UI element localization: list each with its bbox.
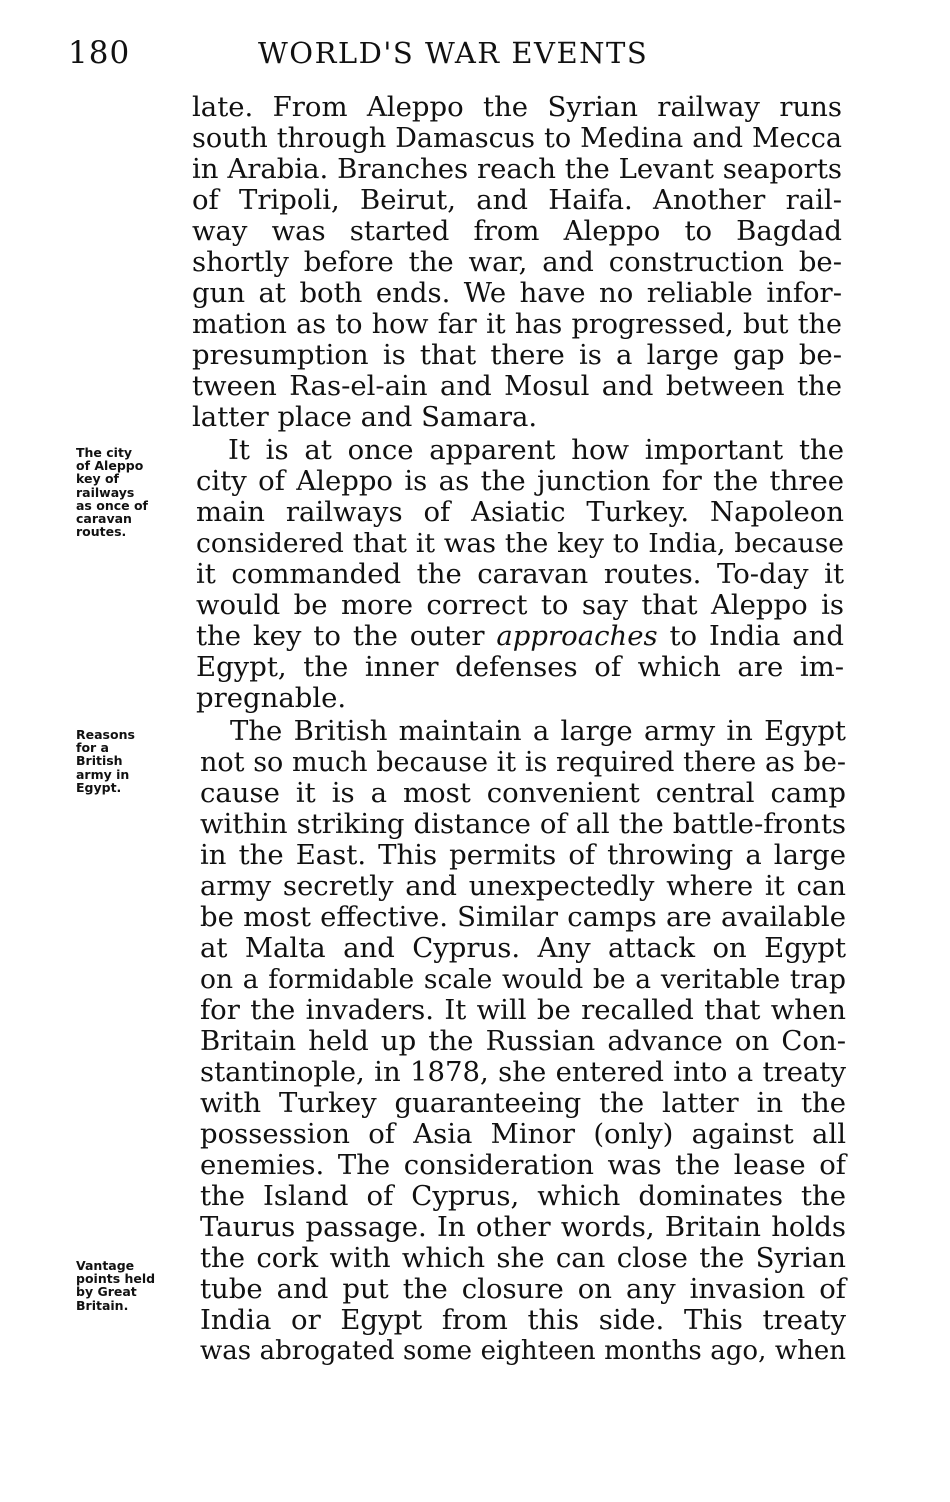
text-line: was abrogated some eighteen months ago, when bbox=[200, 1336, 846, 1366]
text-line: India or Egypt from this side. This treaty bbox=[200, 1304, 846, 1336]
margin-note-line: British bbox=[76, 753, 123, 769]
text-line: in Arabia. Branches reach the Levant seaports bbox=[192, 153, 842, 185]
margin-note-line: railways bbox=[76, 484, 135, 500]
text-line: way was started from Aleppo to Bagdad bbox=[192, 215, 842, 247]
text-line: in the East. This permits of throwing a large bbox=[200, 839, 846, 871]
text-line: it commanded the caravan routes. To-day it bbox=[196, 558, 844, 590]
text-line: mation as to how far it has progressed, but the bbox=[192, 309, 842, 340]
text-line: of Tripoli, Beirut, and Haifa. Another rail- bbox=[192, 184, 842, 216]
text-line: pregnable. bbox=[196, 682, 347, 714]
margin-note-line: army in bbox=[76, 766, 130, 782]
text-line: tween Ras-el-ain and Mosul and between the bbox=[192, 370, 842, 402]
margin-note-line: The city bbox=[76, 445, 133, 460]
text-line: Egypt, the inner defenses of which are im- bbox=[196, 651, 844, 683]
margin-note-line: key of bbox=[76, 471, 119, 487]
text-line: south through Damascus to Medina and Mecca bbox=[192, 123, 842, 154]
margin-note-line: caravan bbox=[76, 511, 132, 527]
text-line: possession of Asia Minor (only) against all bbox=[200, 1118, 846, 1150]
margin-note-line: as once of bbox=[76, 497, 148, 513]
text-line: city of Aleppo is as the junction for the three bbox=[196, 465, 844, 497]
margin-note-line: routes. bbox=[76, 524, 127, 540]
text-line: The British maintain a large army in Egypt bbox=[230, 715, 846, 747]
margin-note-vantage bbox=[76, 1259, 155, 1312]
text-line: presumption is that there is a large gap be- bbox=[192, 339, 842, 371]
text-line: main railways of Asiatic Turkey. Napoleon bbox=[196, 496, 844, 528]
text-line: army secretly and unexpectedly where it can bbox=[200, 870, 846, 902]
text-line: cause it is a most convenient central camp bbox=[200, 777, 846, 809]
text-line: with Turkey guaranteeing the latter in the bbox=[200, 1087, 846, 1119]
text-line: at Malta and Cyprus. Any attack on Egypt bbox=[200, 932, 846, 964]
page-number: 180 bbox=[68, 35, 131, 71]
text-line: the cork with which she can close the Syrian bbox=[200, 1242, 846, 1274]
text-line bbox=[196, 621, 844, 652]
text-line: the Island of Cyprus, which dominates the bbox=[200, 1180, 846, 1212]
margin-note-aleppo bbox=[76, 446, 148, 538]
text-line: Britain held up the Russian advance on Con- bbox=[200, 1025, 846, 1057]
text-line: latter place and Samara. bbox=[192, 401, 538, 433]
running-head: WORLD'S WAR EVENTS bbox=[258, 36, 649, 70]
text-segment: the key to the outer bbox=[196, 620, 497, 652]
text-line: gun at both ends. We have no reliable infor- bbox=[192, 277, 842, 309]
text-line: would be more correct to say that Aleppo is bbox=[196, 589, 844, 621]
margin-note-line: points held bbox=[76, 1271, 156, 1287]
text-line: stantinople, in 1878, she entered into a treaty bbox=[200, 1056, 846, 1088]
text-line: not so much because it is required there as be- bbox=[200, 747, 846, 778]
text-line: Taurus passage. In other words, Britain holds bbox=[200, 1211, 846, 1243]
text-line: It is at once apparent how important the bbox=[228, 434, 844, 466]
margin-note-line: Egypt. bbox=[76, 779, 122, 795]
margin-note-line: for a bbox=[76, 740, 109, 756]
margin-note-line: Reasons bbox=[76, 727, 135, 742]
text-line: shortly before the war, and construction be- bbox=[192, 246, 842, 278]
text-line: be most effective. Similar camps are available bbox=[200, 901, 846, 933]
text-line: late. From Aleppo the Syrian railway runs bbox=[192, 91, 842, 123]
text-segment: to India and bbox=[657, 620, 844, 652]
margin-note-line: Vantage bbox=[76, 1258, 135, 1273]
margin-note-line: by Great bbox=[76, 1284, 137, 1300]
text-line: on a formidable scale would be a veritable trap bbox=[200, 964, 846, 995]
italic-word: approaches bbox=[496, 620, 658, 652]
margin-note-line: Britain. bbox=[76, 1297, 129, 1313]
text-line: enemies. The consideration was the lease of bbox=[200, 1149, 846, 1181]
text-line: for the invaders. It will be recalled that when bbox=[200, 994, 846, 1026]
text-line: considered that it was the key to India, because bbox=[196, 528, 844, 559]
margin-note-egypt bbox=[76, 728, 135, 794]
text-line: tube and put the closure on any invasion of bbox=[200, 1273, 846, 1305]
margin-note-line: of Aleppo bbox=[76, 458, 144, 474]
text-line: within striking distance of all the battle-fronts bbox=[200, 808, 846, 840]
page-header bbox=[68, 30, 868, 74]
